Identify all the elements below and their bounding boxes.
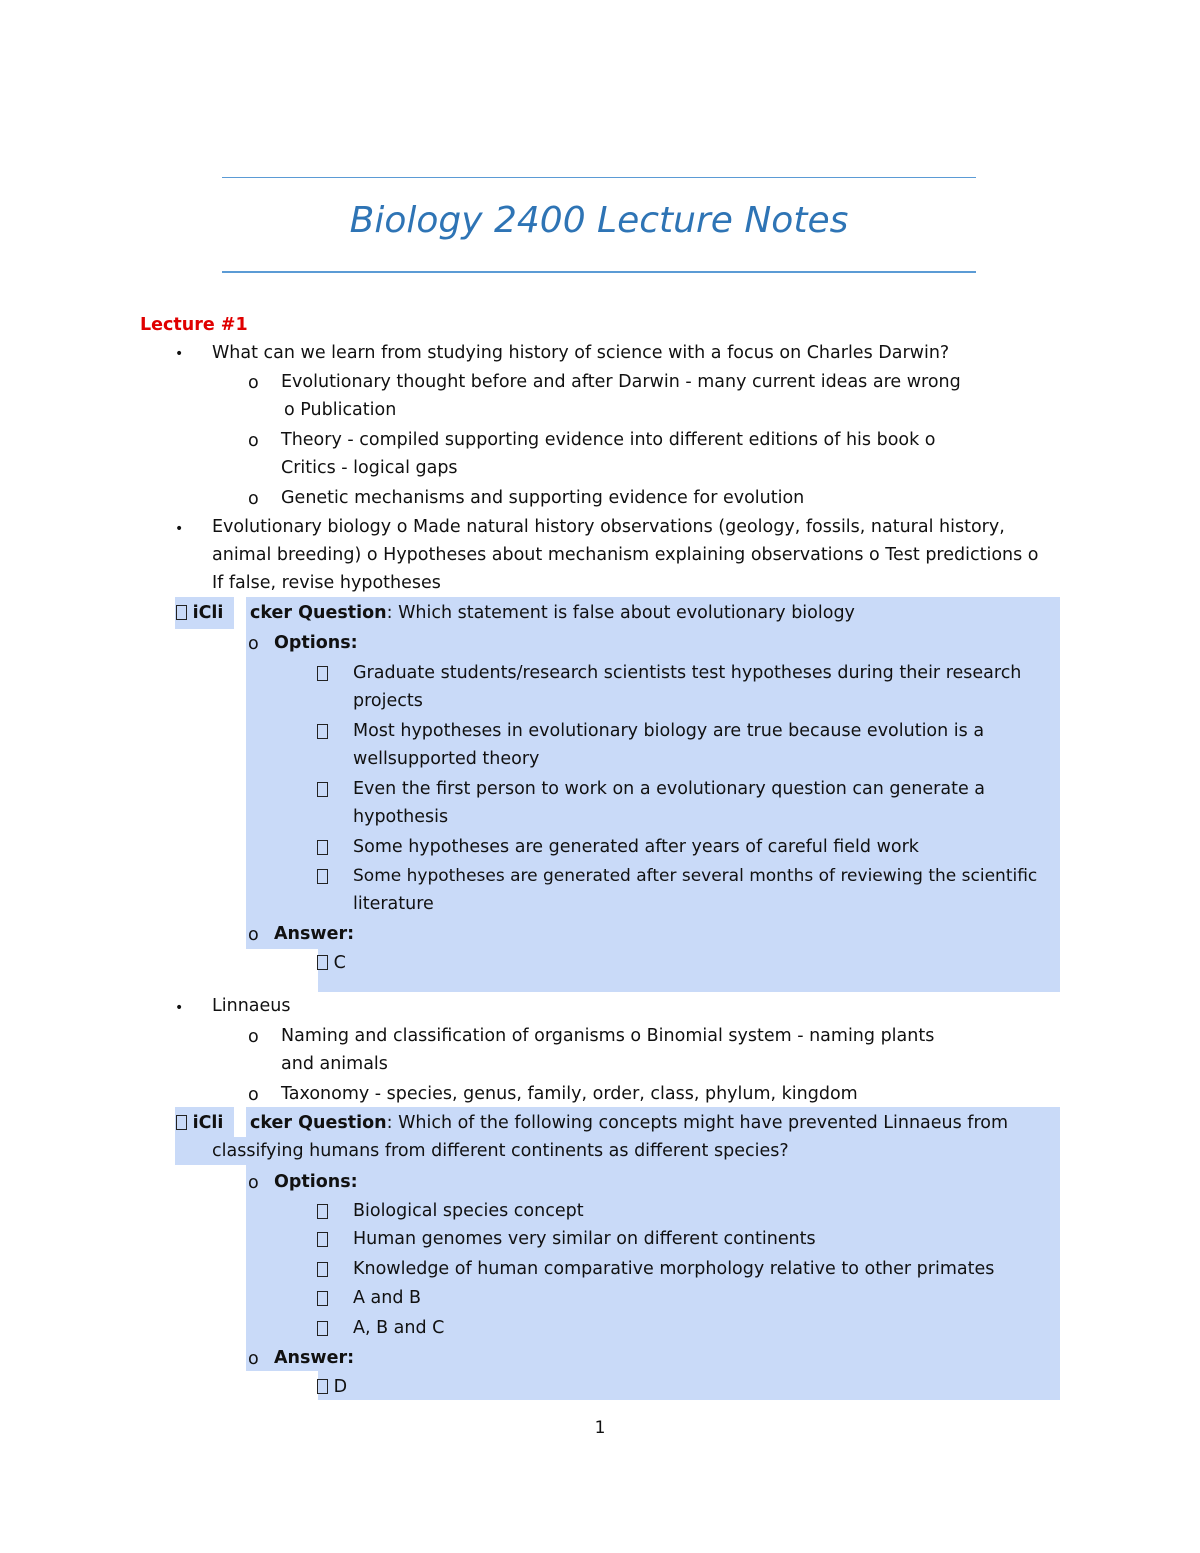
sub-bullet-marker: o bbox=[248, 1085, 259, 1105]
option-text: literature bbox=[353, 894, 434, 914]
checkbox-icon bbox=[176, 1115, 187, 1130]
option-text: Knowledge of human comparative morphology relative to other primates bbox=[353, 1259, 995, 1279]
sub-bullet-marker: o bbox=[248, 1027, 259, 1047]
bullet-marker: • bbox=[175, 521, 184, 537]
option-text: hypothesis bbox=[353, 807, 449, 827]
option-checkbox-icon bbox=[317, 1201, 328, 1223]
sub-bullet-marker: o bbox=[248, 431, 259, 451]
title-rule-bottom bbox=[222, 271, 976, 273]
list-item: If false, revise hypotheses bbox=[212, 573, 441, 593]
option-text: Graduate students/research scientists test hypotheses during their research bbox=[353, 663, 1022, 683]
option-text: A, B and C bbox=[353, 1318, 445, 1338]
option-text: wellsupported theory bbox=[353, 749, 540, 769]
option-checkbox-icon bbox=[317, 1229, 328, 1251]
list-item: Evolutionary biology o Made natural history observations (geology, fossils, natural history, bbox=[212, 517, 1005, 537]
option-text: Human genomes very similar on different continents bbox=[353, 1229, 816, 1249]
bullet-marker: • bbox=[175, 346, 184, 362]
options-label: Options: bbox=[274, 1172, 358, 1192]
document-title: Biology 2400 Lecture Notes bbox=[349, 200, 849, 241]
option-text: Some hypotheses are generated after years of careful field work bbox=[353, 837, 919, 857]
checkbox-icon bbox=[317, 955, 328, 970]
question-label: cker Question bbox=[250, 603, 387, 623]
option-text: A and B bbox=[353, 1288, 422, 1308]
option-text: Even the first person to work on a evolutionary question can generate a bbox=[353, 779, 985, 799]
checkbox-icon bbox=[317, 1379, 328, 1394]
bullet-marker: • bbox=[175, 1000, 184, 1016]
option-checkbox-icon bbox=[317, 1318, 328, 1340]
question-lead bbox=[176, 602, 223, 624]
list-item: animal breeding) o Hypotheses about mechanism explaining observations o Test predictions o bbox=[212, 545, 1039, 565]
sub-bullet-marker: o bbox=[248, 1173, 259, 1193]
list-item: Critics - logical gaps bbox=[281, 458, 458, 478]
option-checkbox-icon bbox=[317, 663, 328, 685]
option-text: Some hypotheses are generated after several months of reviewing the scientific bbox=[353, 866, 1038, 886]
question-body: : Which of the following concepts might have prevented Linnaeus from bbox=[386, 1113, 1009, 1133]
option-checkbox-icon bbox=[317, 1259, 328, 1281]
list-item: Theory - compiled supporting evidence into different editions of his book o bbox=[281, 430, 936, 450]
question-highlight bbox=[318, 917, 1060, 992]
title-rule-top bbox=[222, 177, 976, 178]
list-item: o Publication bbox=[284, 400, 397, 420]
answer-value: D bbox=[333, 1377, 348, 1397]
answer-value: C bbox=[333, 953, 346, 973]
option-checkbox-icon bbox=[317, 866, 328, 888]
question-text bbox=[250, 602, 855, 624]
option-checkbox-icon bbox=[317, 779, 328, 801]
option-checkbox-icon bbox=[317, 721, 328, 743]
checkbox-icon bbox=[176, 605, 187, 620]
list-item: Evolutionary thought before and after Darwin - many current ideas are wrong bbox=[281, 372, 961, 392]
iclicker-prefix: iCli bbox=[192, 1113, 224, 1133]
answer-line bbox=[317, 1376, 347, 1398]
answer-label: Answer: bbox=[274, 924, 355, 944]
list-item: What can we learn from studying history of science with a focus on Charles Darwin? bbox=[212, 343, 950, 363]
page-number: 1 bbox=[594, 1418, 606, 1438]
question-body: : Which statement is false about evolutionary biology bbox=[386, 603, 855, 623]
list-item: Taxonomy - species, genus, family, order, class, phylum, kingdom bbox=[281, 1084, 858, 1104]
option-text: Most hypotheses in evolutionary biology are true because evolution is a bbox=[353, 721, 985, 741]
sub-bullet-marker: o bbox=[248, 634, 259, 654]
sub-bullet-marker: o bbox=[248, 373, 259, 393]
question-text bbox=[250, 1112, 1008, 1134]
question-label: cker Question bbox=[250, 1113, 387, 1133]
sub-bullet-marker: o bbox=[248, 925, 259, 945]
option-text: Biological species concept bbox=[353, 1201, 584, 1221]
iclicker-prefix: iCli bbox=[192, 603, 224, 623]
answer-label: Answer: bbox=[274, 1348, 355, 1368]
list-item: and animals bbox=[281, 1054, 388, 1074]
sub-bullet-marker: o bbox=[248, 1349, 259, 1369]
option-checkbox-icon bbox=[317, 837, 328, 859]
question-lead bbox=[176, 1112, 223, 1134]
option-checkbox-icon bbox=[317, 1288, 328, 1310]
sub-bullet-marker: o bbox=[248, 489, 259, 509]
question-highlight bbox=[318, 1371, 1060, 1400]
list-item: Linnaeus bbox=[212, 996, 291, 1016]
lecture-heading: Lecture #1 bbox=[140, 315, 248, 335]
option-text: projects bbox=[353, 691, 423, 711]
question-text-continued: classifying humans from different continents as different species? bbox=[212, 1141, 789, 1161]
answer-line bbox=[317, 952, 346, 974]
list-item: Genetic mechanisms and supporting evidence for evolution bbox=[281, 488, 805, 508]
options-label: Options: bbox=[274, 633, 358, 653]
list-item: Naming and classification of organisms o Binomial system - naming plants bbox=[281, 1026, 935, 1046]
